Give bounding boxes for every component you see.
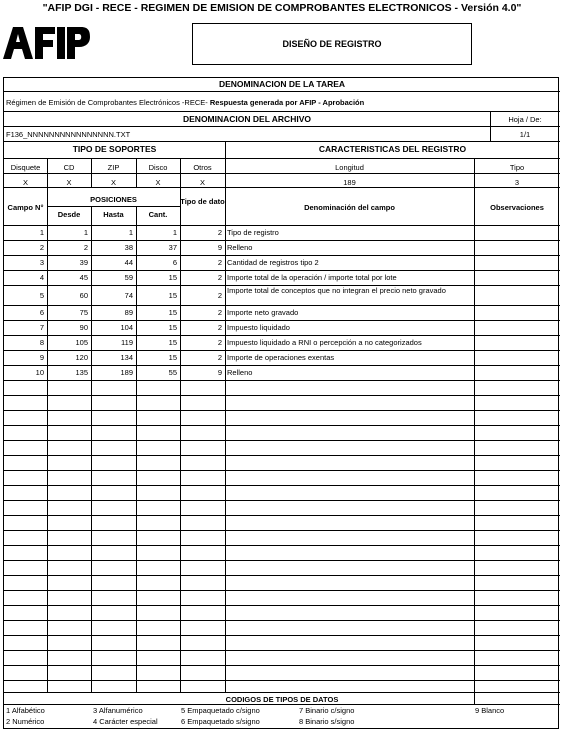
data-type: 2 (217, 308, 222, 317)
data-type: 2 (217, 323, 222, 332)
position-to: 119 (121, 338, 133, 347)
record-type-label: Tipo (509, 163, 525, 172)
field-name: Cantidad de registros tipo 2 (227, 258, 319, 267)
horizontal-rule (4, 225, 560, 226)
data-type: 9 (217, 368, 222, 377)
field-name: Importe total de la operación / importe total por lote (227, 273, 397, 282)
code-item: 1 Alfabético (6, 706, 45, 715)
position-from: 2 (83, 243, 88, 252)
code-item: 7 Binario c/signo (299, 706, 355, 715)
horizontal-rule (4, 470, 560, 471)
record-type-value: 3 (514, 178, 520, 187)
field-name: Importe neto gravado (227, 308, 299, 317)
horizontal-rule (4, 425, 560, 426)
horizontal-rule (4, 410, 560, 411)
position-to: 134 (120, 353, 133, 362)
field-name: Importe total de conceptos que no integran el precio neto gravado (227, 286, 446, 295)
position-quantity: 15 (168, 353, 177, 362)
position-quantity: 15 (168, 323, 177, 332)
quantity-header: Cant. (148, 210, 168, 219)
data-type: 2 (217, 258, 222, 267)
support-col-zip: ZIP (107, 163, 120, 172)
horizontal-rule (4, 560, 560, 561)
code-item: 5 Empaquetado c/signo (181, 706, 260, 715)
data-type: 2 (217, 273, 222, 282)
task-description (6, 98, 364, 107)
page-header: Hoja / De: (508, 115, 542, 124)
horizontal-rule (4, 620, 560, 621)
horizontal-rule (4, 91, 560, 92)
position-from: 60 (79, 291, 88, 300)
field-number: 9 (39, 353, 44, 362)
file-name: F136_NNNNNNNNNNNNNNNN.TXT (6, 130, 131, 139)
horizontal-rule (4, 380, 560, 381)
horizontal-rule (4, 650, 560, 651)
horizontal-rule (4, 395, 560, 396)
horizontal-rule (4, 530, 560, 531)
position-to: 104 (120, 323, 133, 332)
field-number: 8 (39, 338, 44, 347)
position-from: 90 (79, 323, 88, 332)
field-number: 2 (39, 243, 44, 252)
horizontal-rule (4, 692, 560, 693)
task-header: DENOMINACION DE LA TAREA (218, 79, 346, 89)
field-name: Relleno (227, 368, 253, 377)
data-type: 2 (217, 228, 222, 237)
field-name: Impuesto liquidado (227, 323, 290, 332)
position-quantity: 1 (172, 228, 177, 237)
horizontal-rule (4, 455, 560, 456)
field-number-header: Campo N° (7, 203, 44, 212)
position-to: 38 (124, 243, 133, 252)
horizontal-rule (4, 141, 560, 142)
horizontal-rule (47, 206, 180, 207)
position-from: 1 (83, 228, 88, 237)
position-quantity: 55 (168, 368, 177, 377)
code-item: 3 Alfanumérico (93, 706, 143, 715)
horizontal-rule (4, 575, 560, 576)
horizontal-rule (4, 605, 560, 606)
position-from: 135 (75, 368, 88, 377)
code-item: 9 Blanco (475, 706, 505, 715)
horizontal-rule (4, 255, 560, 256)
record-header: CARACTERISTICAS DEL REGISTRO (318, 144, 467, 154)
position-quantity: 15 (168, 291, 177, 300)
horizontal-rule (4, 111, 560, 112)
position-quantity: 6 (172, 258, 177, 267)
field-name-header: Denominación del campo (304, 203, 395, 212)
position-quantity: 37 (168, 243, 177, 252)
position-from: 45 (79, 273, 88, 282)
horizontal-rule (4, 335, 560, 336)
horizontal-rule (4, 173, 560, 174)
horizontal-rule (4, 635, 560, 636)
position-from: 39 (79, 258, 88, 267)
support-value-otros: X (199, 178, 205, 187)
data-type: 2 (217, 338, 222, 347)
horizontal-rule (4, 350, 560, 351)
position-from: 75 (79, 308, 88, 317)
supports-header: TIPO DE SOPORTES (72, 144, 157, 154)
field-number: 4 (39, 273, 44, 282)
support-col-disco: Disco (148, 163, 168, 172)
position-to: 44 (124, 258, 133, 267)
position-to: 1 (128, 228, 133, 237)
record-length-value: 189 (343, 178, 356, 187)
support-value-zip: X (110, 178, 116, 187)
horizontal-rule (4, 545, 560, 546)
field-name: Importe de operaciones exentas (227, 353, 335, 362)
field-number: 6 (39, 308, 44, 317)
field-number: 7 (39, 323, 44, 332)
horizontal-rule (4, 515, 560, 516)
code-item: 8 Binario s/signo (299, 717, 355, 726)
page-number: 1/1 (519, 130, 531, 139)
task-description-bold: Respuesta generada por AFIP - Aprobación (209, 98, 365, 107)
file-header: DENOMINACION DEL ARCHIVO (183, 114, 311, 124)
horizontal-rule (4, 320, 560, 321)
field-number: 10 (35, 368, 44, 377)
document-title: "AFIP DGI - RECE - REGIMEN DE EMISION DE COMPROBANTES ELECTRONICOS - Versión 4.0" (42, 2, 522, 14)
horizontal-rule (4, 680, 560, 681)
support-col-cd: CD (63, 163, 75, 172)
horizontal-rule (4, 590, 560, 591)
data-type: 9 (217, 243, 222, 252)
codes-header: CODIGOS DE TIPOS DE DATOS (225, 695, 339, 704)
horizontal-rule (4, 158, 560, 159)
field-number: 1 (39, 228, 44, 237)
support-value-disco: X (155, 178, 161, 187)
horizontal-rule (4, 485, 560, 486)
support-value-cd: X (66, 178, 72, 187)
data-type: 2 (217, 353, 222, 362)
design-title-box (192, 23, 472, 65)
positions-header: POSICIONES (90, 195, 137, 204)
field-name: Relleno (227, 243, 253, 252)
position-to: 59 (124, 273, 133, 282)
horizontal-rule (4, 704, 560, 705)
position-to: 189 (120, 368, 133, 377)
datatype-header: Tipo de dato (180, 197, 225, 206)
horizontal-rule (4, 365, 560, 366)
position-to: 89 (124, 308, 133, 317)
position-quantity: 15 (168, 338, 177, 347)
code-item: 4 Carácter especial (93, 717, 158, 726)
horizontal-rule (4, 126, 560, 127)
afip-logo (3, 27, 90, 59)
data-type: 2 (217, 291, 222, 300)
from-header: Desde (57, 210, 81, 219)
field-number: 3 (39, 258, 44, 267)
field-number: 5 (39, 291, 44, 300)
design-title: DISEÑO DE REGISTRO (282, 39, 382, 49)
position-quantity: 15 (168, 308, 177, 317)
record-layout-form (3, 77, 559, 729)
field-name: Tipo de registro (227, 228, 279, 237)
observations-header: Observaciones (490, 203, 544, 212)
to-header: Hasta (103, 210, 124, 219)
field-name: Impuesto liquidado a RNI o percepción a no categorizados (227, 338, 422, 347)
horizontal-rule (4, 665, 560, 666)
position-quantity: 15 (168, 273, 177, 282)
position-to: 74 (124, 291, 133, 300)
horizontal-rule (4, 270, 560, 271)
horizontal-rule (4, 500, 560, 501)
code-item: 6 Empaquetado s/signo (181, 717, 260, 726)
task-description-prefix: Régimen de Emisión de Comprobantes Electrónicos -RECE- (6, 98, 208, 107)
support-col-otros: Otros (193, 163, 212, 172)
position-from: 105 (75, 338, 88, 347)
horizontal-rule (4, 305, 560, 306)
support-col-disquete: Disquete (10, 163, 41, 172)
horizontal-rule (4, 440, 560, 441)
record-length-label: Longitud (335, 163, 364, 172)
code-item: 2 Numérico (6, 717, 45, 726)
horizontal-rule (4, 240, 560, 241)
support-value-disquete: X (22, 178, 28, 187)
position-from: 120 (75, 353, 88, 362)
horizontal-rule (4, 187, 560, 188)
